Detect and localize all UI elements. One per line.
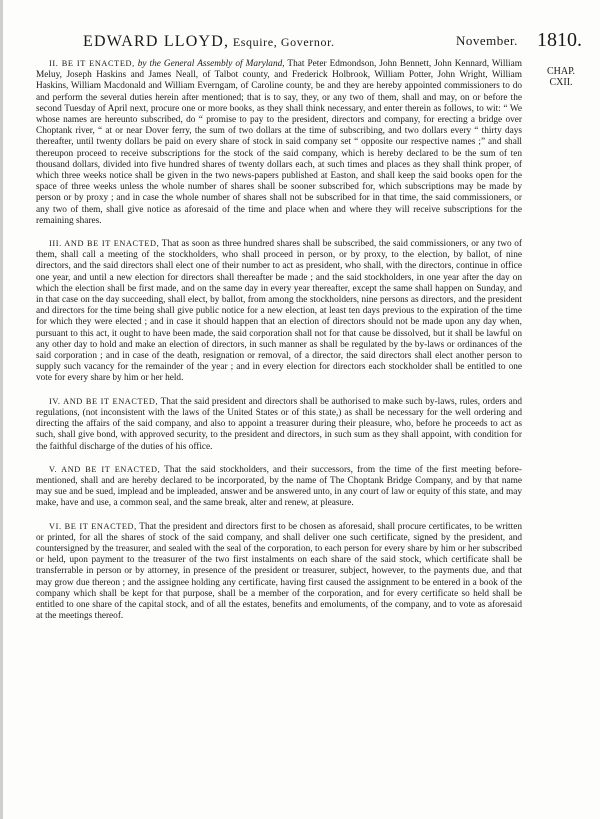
chapter-number: CXII.: [549, 77, 573, 88]
header-month: November.: [456, 33, 518, 48]
section-lead: VI. BE IT ENACTED,: [49, 521, 137, 531]
section-text: That the said stockholders, and their successors, from the time of the first meeting before-mentioned, shall and are hereby declared to be incorporated, by the name of The Choptank Bridge Company, and by that name may sue and be sued, implead and be impleaded, answer and be answered unto, in any court of law or equity of this state, and may make, have and use, a common seal, and the same break, alter and renew, at pleasure.: [36, 464, 522, 509]
header-year: 1810.: [537, 29, 582, 51]
section-3: [36, 238, 522, 385]
section-lead: IV. AND BE IT ENACTED,: [49, 396, 159, 406]
paragraph-gap: [36, 385, 522, 396]
chapter-label: CHAP.: [546, 66, 576, 77]
paragraph-gap: [36, 227, 522, 238]
running-header: [47, 29, 582, 55]
section-4: [36, 396, 522, 453]
section-lead: V. AND BE IT ENACTED,: [49, 464, 161, 474]
section-lead-italic: by the General Assembly of Maryland,: [134, 59, 285, 69]
section-text: That as soon as three hundred shares shall be subscribed, the said commissioners, or any two of them, shall call a meeting of the stockholders, who shall proceed in person, or by proxy, to the election, by ballot, of nine directors, and the said directors shall elect one of their number to act as president, who shall, with the directors, continue in office one year, and until a new election for directors shall thereafter be made ; and the said stockholders, in one year after the day on which the election shall be first made, and on the same day in every year thereafter, except the same shall happen on Sunday, and in that case on the day succeeding, shall elect, by ballot, from among the stockholders, nine persons as directors, and the president and directors for the time being shall give public notice for a new election, at least ten days previous to the expiration of the time for which they were elected ; and in case it should happen that an election of directors should not be made upon any day when, pursuant to this act, it ought to have been made, the said corporation shall not for that cause be dissolved, but it shall be lawful on any other day to hold and make an election of directors, in such manner as shall be regulated by the by-laws or ordinances of the said corporation ; and in case of the death, resignation or removal, of a director, the said directors shall elect another person to supply such vacancy for the remainder of the year ; and in every election for directors each stockholder shall be entitled to one vote for every share by him or her held.: [36, 239, 522, 384]
chapter-margin-note: [535, 66, 587, 88]
section-text: That the said president and directors shall be authorised to make such by-laws, rules, orders and regulations, (not inconsistent with the laws of the United States or of this state,) as shall be necessary for the well ordering and directing the affairs of the said company, and also to appoint a treasurer during their pleasure, who, before he proceeds to act as such, shall give bond, with approved security, to the president and directors, in such sum as they shall appoint, with condition for the faithful discharge of the duties of his office.: [36, 396, 522, 452]
header-title-rest: Esquire, Governor.: [229, 35, 335, 49]
section-2: [36, 58, 522, 227]
section-text: That the president and directors first to be chosen as aforesaid, shall procure certificates, to be written or printed, for all the shares of stock of the said company, and shall deliver one such certificate, signed by the president, and countersigned by the treasurer, and sealed with the seal of the corporation, to each person for every share by him or her subscribed or held, upon payment to the treasurer of the two first instalments on each share of the said stock, which certificate shall be transferrable in person or by attorney, in presence of the president or treasurer, subject, however, to the payments due, and that may grow due thereon ; and the assignee holding any certificate, having first caused the assignment to be entered in a book of the company which shall be kept for that purpose, shall be a member of the corporation, and for every certificate so held shall be entitled to one share of the capital stock, and of all the estates, benefits and emoluments, of the company, and to vote as aforesaid at the meetings thereof.: [36, 521, 522, 622]
header-title: [83, 33, 335, 51]
section-text: That Peter Edmondson, John Bennett, John Kennard, William Meluy, Joseph Haskins and James Neall, of Talbot county, and Frederick Holbrook, William Potter, John Wright, William Haskins, William Macdonald and William Everngam, of Caroline county, be and they are hereby appointed commissioners to do and perform the several duties herein after mentioned; that is to say, they, or any two of them, shall and may, on or before the second Tuesday of April next, procure one or more books, as they shall think necessary, and enter therein as follows, to wit: “ We whose names are hereunto subscribed, do “ promise to pay to the president, directors and company, for erecting a bridge over Choptank river, “ at or near Dover ferry, the sum of two dollars at the time of subscribing, and two dollars every “ thirty days thereafter, until twenty dollars be paid on every share of stock in said company set “ opposite our respective names ;” and shall thereupon proceed to receive subscriptions for the stock of the said company, which is hereby declared to be the sum of ten thousand dollars, divided into five hundred shares of twenty dollars each, at such times and places as they shall think proper, of which three weeks notice shall be given in the two news-papers published at Easton, and shall keep the said books open for the space of three weeks unless the whole number of shares shall be sooner subscribed for, which subscriptions may be made by person or by proxy ; and in case the whole number of shares shall not be subscribed for in that time, the said commissioners, or any two of them, shall give notice as aforesaid of the time and place when and where they will receive subscriptions for the remaining shares.: [36, 59, 522, 226]
section-lead: II. BE IT ENACTED,: [49, 59, 135, 68]
paragraph-gap: [36, 510, 522, 521]
section-5: [36, 464, 522, 510]
paragraph-gap: [36, 453, 522, 464]
section-lead: III. AND BE IT ENACTED,: [49, 239, 160, 249]
section-6: [36, 521, 522, 623]
document-body: [36, 58, 522, 622]
header-title-name: EDWARD LLOYD,: [83, 33, 230, 50]
